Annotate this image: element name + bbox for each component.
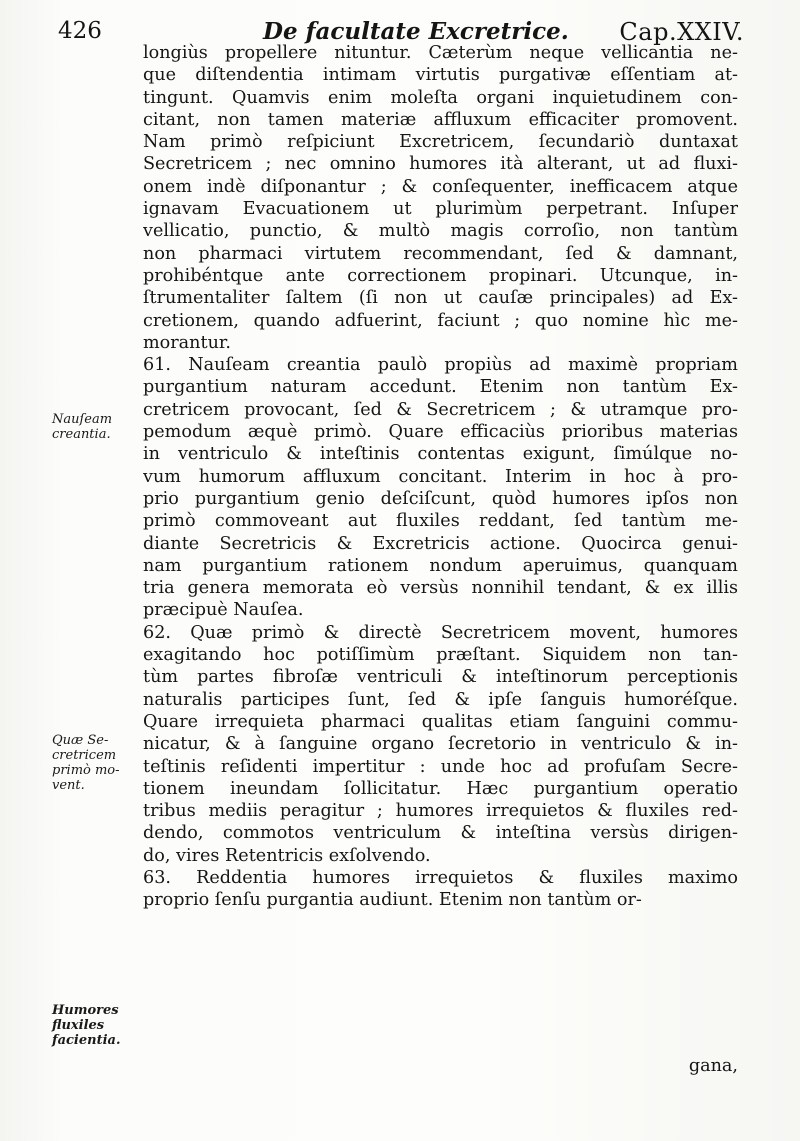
text-line: prohibéntque ante correctionem propinari. Utcunque, in- xyxy=(143,265,738,286)
margin-note-line: primò mo- xyxy=(52,763,120,778)
text-line: præcipuè Nauſea. xyxy=(143,600,304,621)
text-line: 63. Reddentia humores irrequietos & fluxiles maximo xyxy=(143,867,738,888)
margin-note-humores xyxy=(52,1003,138,1048)
text-line: exagitando hoc potiſſimùm præſtant. Siquidem non tan- xyxy=(143,645,738,666)
text-line: prio purgantium genio deſciſcunt, quòd humores ipſos non xyxy=(143,488,738,509)
text-line: 62. Quæ primò & directè Secretricem movent, humores xyxy=(143,622,738,643)
text-line: do, vires Retentricis exſolvendo. xyxy=(143,845,431,866)
text-line: Nam primò reſpiciunt Excretricem, ſecundariò duntaxat xyxy=(143,132,738,153)
text-line: citant, non tamen materiæ affluxum efficaciter promovent. xyxy=(143,109,738,130)
text-line: que diſtendentia intimam virtutis purgativæ eſſentiam at- xyxy=(143,65,738,86)
text-line: naturalis participes ſunt, ſed & ipſe ſanguis humoréſque. xyxy=(143,689,738,710)
text-line: proprio ſenſu purgantia audiunt. Etenim non tantùm or- xyxy=(143,890,642,911)
margin-note-line: Quæ Se- xyxy=(52,733,109,748)
text-line: pemodum æquè primò. Quare efficaciùs prioribus materias xyxy=(143,422,738,443)
text-line: in ventriculo & inteſtinis contentas exigunt, ſimúlque no- xyxy=(143,444,738,465)
text-line: tria genera memorata eò versùs nonnihil tendant, & ex illis xyxy=(143,578,738,599)
text-line: teſtinis reſidenti impertitur : unde hoc ad profuſam Secre- xyxy=(143,756,738,777)
margin-note-line: Humores xyxy=(52,1003,119,1018)
running-title: De facultate Excretrice. xyxy=(263,18,569,45)
margin-note-nauseam xyxy=(52,412,138,442)
text-line: cretionem, quando adfuerint, faciunt ; quo nomine hìc me- xyxy=(143,310,738,331)
text-line: morantur. xyxy=(143,332,231,353)
text-line: primò commoveant aut fluxiles reddant, ſed tantùm me- xyxy=(143,511,738,532)
text-line: tùm partes fibroſæ ventriculi & inteſtinorum perceptionis xyxy=(143,667,738,688)
chapter-label: Cap.XXIV. xyxy=(619,18,744,46)
margin-note-secretricem xyxy=(52,733,138,793)
catchword: gana, xyxy=(688,1056,738,1076)
text-line: Quare irrequieta pharmaci qualitas etiam ſanguini commu- xyxy=(143,711,738,732)
text-line: diante Secretricis & Excretricis actione. Quocirca genui- xyxy=(143,533,738,554)
text-line: vellicatio, punctio, & multò magis corroſio, non tantùm xyxy=(143,221,738,242)
text-line: tribus mediis peragitur ; humores irrequietos & fluxiles red- xyxy=(143,801,738,822)
text-line: Secretricem ; nec omnino humores ità alterant, ut ad fluxi- xyxy=(143,154,738,175)
margin-note-line: Nauſeam xyxy=(52,412,113,427)
text-line: ignavam Evacuationem ut plurimùm perpetrant. Inſuper xyxy=(143,199,738,220)
text-line: non pharmaci virtutem recommendant, ſed & damnant, xyxy=(143,243,738,264)
text-line: tingunt. Quamvis enim moleſta organi inquietudinem con- xyxy=(143,87,738,108)
margin-note-line: creantia. xyxy=(52,427,111,442)
text-line: nicatur, & à ſanguine organo ſecretorio in ventriculo & in- xyxy=(143,734,738,755)
text-line: 61. Nauſeam creantia paulò propiùs ad maximè propriam xyxy=(143,355,738,376)
margin-note-line: vent. xyxy=(52,778,85,793)
text-line: nam purgantium rationem nondum aperuimus, quanquam xyxy=(143,555,738,576)
text-line: longiùs propellere nituntur. Cæterùm neque vellicantia ne- xyxy=(143,43,738,63)
margin-note-line: cretricem xyxy=(52,748,117,763)
text-line: dendo, commotos ventriculum & inteſtina versùs dirigen- xyxy=(143,823,738,844)
body-text xyxy=(143,42,738,912)
text-line: onem indè diſponantur ; & conſequenter, inefficacem atque xyxy=(143,176,738,197)
page-number: 426 xyxy=(58,18,102,44)
text-line: vum humorum affluxum concitant. Interim in hoc à pro- xyxy=(143,466,738,487)
margin-note-line: facientia. xyxy=(52,1033,121,1048)
text-line: tionem ineundam ſollicitatur. Hæc purgantium operatio xyxy=(143,778,738,799)
text-line: purgantium naturam accedunt. Etenim non tantùm Ex- xyxy=(143,377,738,398)
text-line: ſtrumentaliter ſaltem (ſi non ut cauſæ principales) ad Ex- xyxy=(143,288,738,309)
margin-note-line: fluxiles xyxy=(52,1018,105,1033)
text-line: cretricem provocant, ſed & Secretricem ; & utramque pro- xyxy=(143,399,738,420)
